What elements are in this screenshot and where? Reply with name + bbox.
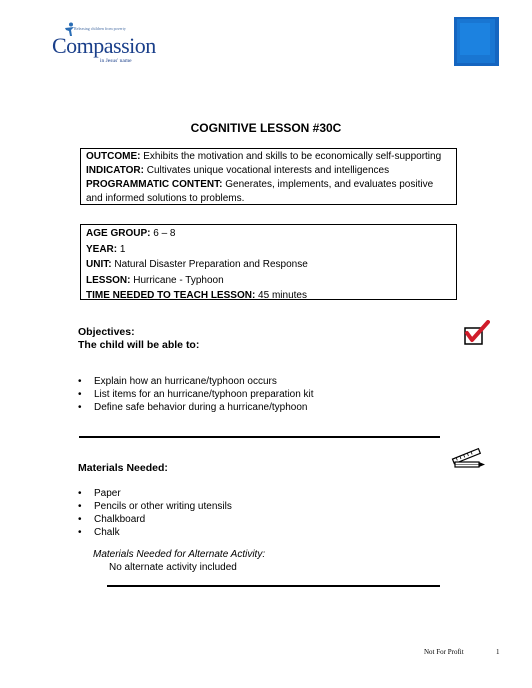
outcome-label: OUTCOME: <box>86 151 141 162</box>
divider-line <box>79 436 440 438</box>
indicator-row <box>86 164 451 178</box>
compassion-logo <box>52 22 172 67</box>
indicator-text: Cultivates unique vocational interests and intelligences <box>143 165 390 176</box>
list-item: • Chalkboard <box>78 513 232 526</box>
lesson-label: LESSON: <box>86 274 131 286</box>
programmatic-content-text: Generates, implements, and evaluates positive and informed solutions to problems. <box>86 179 434 204</box>
age-group-value: 6 – 8 <box>150 228 176 239</box>
footer-text: Not For Profit <box>424 648 464 656</box>
alternate-materials-heading: Materials Needed for Alternate Activity: <box>93 549 266 560</box>
checkbox-check-icon <box>464 320 490 346</box>
list-item: • Pencils or other writing utensils <box>78 500 232 513</box>
unit-row <box>86 257 451 273</box>
outcome-box <box>80 148 457 205</box>
materials-heading: Materials Needed: <box>78 462 168 474</box>
time-needed-label: TIME NEEDED TO TEACH LESSON: <box>86 290 256 301</box>
objectives-list <box>78 375 314 414</box>
lesson-row <box>86 273 451 289</box>
indicator-label: INDICATOR: <box>86 165 144 176</box>
objectives-heading-block <box>78 326 199 352</box>
lesson-info-box <box>80 224 457 300</box>
time-needed-value: 45 minutes <box>255 290 307 301</box>
lesson-value: Hurricane - Typhoon <box>130 274 224 286</box>
objectives-subheading: The child will be able to: <box>78 339 200 351</box>
alternate-materials-text: No alternate activity included <box>109 562 237 573</box>
age-group-label: AGE GROUP: <box>86 228 151 239</box>
age-group-row <box>86 226 451 242</box>
programmatic-content-label: PROGRAMMATIC CONTENT: <box>86 179 223 190</box>
list-item: • Define safe behavior during a hurricane/typhoon <box>78 401 314 414</box>
pencil-ruler-icon <box>451 447 487 473</box>
page-title: COGNITIVE LESSON #30C <box>190 121 342 135</box>
time-needed-row <box>86 288 451 304</box>
list-item: • Explain how an hurricane/typhoon occurs <box>78 375 314 388</box>
year-value: 1 <box>117 243 126 255</box>
programmatic-content-row <box>86 178 451 206</box>
year-label: YEAR: <box>86 243 118 255</box>
outcome-text: Exhibits the motivation and skills to be economically self-supporting <box>140 151 442 162</box>
logo-name: Compassion <box>52 33 156 58</box>
materials-list <box>78 487 232 539</box>
objectives-heading: Objectives: <box>78 326 135 338</box>
list-item: • List items for an hurricane/typhoon preparation kit <box>78 388 314 401</box>
unit-value: Natural Disaster Preparation and Response <box>111 259 308 270</box>
divider-line <box>107 585 440 587</box>
blue-image-block <box>454 17 499 66</box>
unit-label: UNIT: <box>86 259 112 270</box>
page-number: 1 <box>496 648 500 656</box>
logo-tagline: Releasing children from poverty <box>74 26 126 31</box>
year-row <box>86 242 451 258</box>
outcome-row <box>86 150 451 164</box>
list-item: • Chalk <box>78 526 232 539</box>
list-item: • Paper <box>78 487 232 500</box>
logo-subline: in Jesus' name <box>100 58 132 64</box>
